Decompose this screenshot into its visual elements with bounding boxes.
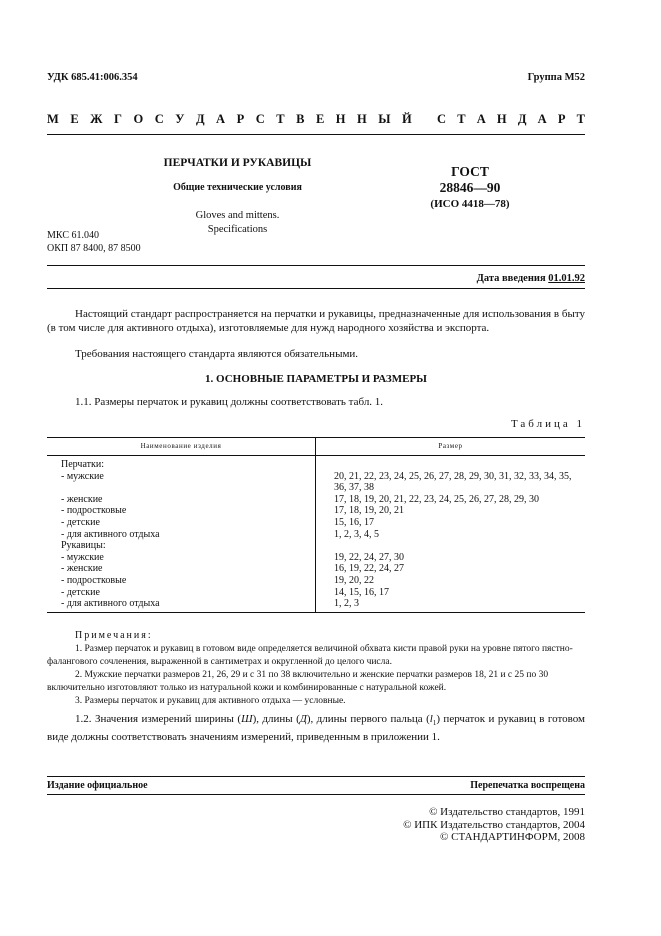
size-cell: 16, 19, 22, 24, 27 (334, 563, 404, 575)
section-heading: 1. ОСНОВНЫЕ ПАРАМЕТРЫ И РАЗМЕРЫ (205, 373, 427, 385)
product-name-cell: - детские (47, 587, 316, 599)
size-cell: 17, 18, 19, 20, 21 (334, 505, 404, 517)
banner-letter: Г (114, 112, 122, 126)
effective-date (477, 273, 585, 284)
sizes-table (47, 437, 585, 613)
size-cell (316, 540, 586, 552)
notes-block (47, 643, 585, 708)
clause-1-2-text-a: 1.2. Значения измерений ширины ( (75, 713, 242, 725)
product-name-cell: Перчатки: (47, 456, 316, 471)
english-title (100, 209, 375, 237)
banner-letter: А (216, 112, 226, 126)
product-name-cell: - женские (47, 494, 316, 506)
banner-letter: С (255, 112, 265, 126)
symbol-length: Д (299, 713, 307, 725)
banner-letter: С (437, 112, 447, 126)
product-name-cell: - для активного отдыха (47, 598, 316, 612)
clause-1-2-text-c: ), длины первого пальца ( (306, 713, 430, 725)
banner-letter: Н (335, 112, 346, 126)
product-name-cell: - подростковые (47, 575, 316, 587)
table-row (47, 598, 585, 612)
banner-letter: Р (236, 112, 245, 126)
effective-date-value: 01.01.92 (548, 273, 585, 284)
size-cell: 17, 18, 19, 20, 21, 22, 23, 24, 25, 26, 27, 28, 29, 30 (334, 493, 539, 505)
banner-letter: Н (357, 112, 367, 126)
banner-rule (47, 134, 585, 135)
table-row (47, 529, 585, 541)
table-row (47, 494, 585, 506)
size-cell: 19, 20, 22 (334, 574, 374, 586)
size-cell: 15, 16, 17 (334, 516, 374, 528)
banner-word-standard (437, 112, 585, 127)
table-row (47, 517, 585, 529)
banner-letter: С (154, 112, 164, 126)
clause-1-2-text-b: ), длины ( (252, 713, 300, 725)
clause-1-1: 1.1. Размеры перчаток и рукавиц должны соответствовать табл. 1. (75, 396, 384, 408)
banner-letter: Е (70, 112, 79, 126)
size-cell: 1, 2, 3 (316, 598, 586, 612)
gost-designation (410, 164, 530, 196)
table-header-size: Размер (316, 438, 586, 456)
english-title-line2: Specifications (207, 224, 268, 235)
banner-letter: А (476, 112, 486, 126)
product-name-cell: - подростковые (47, 505, 316, 517)
group-code: Группа М52 (527, 72, 585, 83)
copyright-2008: © СТАНДАРТИНФОРМ, 2008 (440, 831, 585, 843)
copyright-block (403, 806, 585, 844)
note-1: 1. Размер перчаток и рукавиц в готовом виде определяется величиной обхвата кисти правой руки на уровне пятого пястно-фалангового сочленения, выраженной в сантиметрах и округленной до целого числа. (47, 644, 573, 667)
banner-letter: Д (195, 112, 205, 126)
banner-letter: Т (576, 112, 585, 126)
symbol-finger-length-subscript: 1 (432, 719, 437, 728)
english-title-line1: Gloves and mittens. (195, 210, 280, 221)
size-cell: 1, 2, 3, 4, 5 (334, 528, 379, 540)
table-row (47, 552, 585, 564)
product-name-cell: - мужские (47, 471, 316, 494)
note-2: 2. Мужские перчатки размеров 21, 26, 29 и с 31 по 38 включительно и женские перчатки размеров 18, 21 и с 25 по 30 включительно изготовляют только из натуральной кожи и комбинированные с натуральной кожей. (47, 670, 549, 693)
copyright-2004: © ИПК Издательство стандартов, 2004 (403, 818, 585, 831)
banner-letter: В (296, 112, 305, 126)
okp-code: ОКП 87 8400, 87 8500 (47, 242, 141, 254)
banner-letter: А (537, 112, 547, 126)
mandatory-paragraph: Требования настоящего стандарта являются обязательными. (75, 348, 359, 360)
table-row (47, 540, 585, 552)
banner-letter: У (175, 112, 185, 126)
classification-codes (47, 230, 141, 255)
gost-label: ГОСТ (451, 164, 489, 179)
document-subtitle: Общие технические условия (173, 182, 302, 193)
clause-1-2 (47, 713, 585, 745)
banner-word-interstate (47, 112, 412, 127)
banner-letter: Е (315, 112, 325, 126)
footer-rule (47, 776, 585, 777)
banner-letter: Т (276, 112, 285, 126)
note-3: 3. Размеры перчаток и рукавиц для активного отдыха — условные. (75, 696, 346, 706)
table-row (47, 563, 585, 575)
iso-reference: (ИСО 4418—78) (430, 198, 510, 210)
standard-banner (47, 112, 585, 127)
banner-letter: Ы (378, 112, 391, 126)
table-caption: Таблица 1 (510, 418, 585, 430)
banner-letter: Р (557, 112, 566, 126)
copyright-1991: © Издательство стандартов, 1991 (429, 806, 585, 818)
product-name-cell: Рукавицы: (47, 540, 316, 552)
table-row (47, 575, 585, 587)
clause-1-2-text-e: ) перчаток и рукавиц в готовом виде должны соответствовать значениям измерений, приведенным в приложении 1. (47, 713, 585, 743)
notes-title: Примечания: (75, 630, 153, 641)
table-row (47, 505, 585, 517)
table-row (47, 471, 585, 494)
gost-number: 28846—90 (439, 180, 501, 195)
size-cell: 20, 21, 22, 23, 24, 25, 26, 27, 28, 29, 30, 31, 32, 33, 34, 35, 36, 37, 38 (334, 470, 572, 494)
banner-letter: Т (457, 112, 466, 126)
reprint-prohibited: Перепечатка воспрещена (470, 780, 585, 791)
product-name-cell: - детские (47, 517, 316, 529)
date-rule-bottom (47, 288, 585, 289)
product-name-cell: - мужские (47, 552, 316, 564)
document-title: ПЕРЧАТКИ И РУКАВИЦЫ (163, 157, 312, 169)
symbol-width: Ш (241, 713, 253, 725)
intro-paragraph: Настоящий стандарт распространяется на перчатки и рукавицы, предназначенные для использования в быту (в том числе для активного отдыха), изготовляемые для нужд народного хозяйства и экспорта. (47, 308, 585, 334)
product-name-cell: - для активного отдыха (47, 529, 316, 541)
banner-letter: О (133, 112, 144, 126)
size-cell: 14, 15, 16, 17 (334, 586, 389, 598)
udk-code: УДК 685.41:006.354 (47, 72, 138, 83)
banner-letter: Н (496, 112, 507, 126)
symbol-finger-length: l (429, 713, 433, 725)
size-cell (316, 456, 586, 471)
table-row (47, 456, 585, 471)
banner-letter: Ж (90, 112, 103, 126)
banner-letter: М (47, 112, 59, 126)
official-edition: Издание официальное (47, 780, 148, 791)
table-header-name: Наименование изделия (47, 438, 316, 456)
mks-code: МКС 61.040 (47, 230, 99, 241)
product-name-cell: - женские (47, 563, 316, 575)
footer-rule-bottom (47, 794, 585, 795)
table-row (47, 587, 585, 599)
banner-letter: Й (402, 112, 412, 126)
effective-date-label: Дата введения (476, 273, 546, 284)
date-rule-top (47, 265, 585, 266)
size-cell: 19, 22, 24, 27, 30 (334, 551, 404, 563)
banner-letter: Д (517, 112, 527, 126)
